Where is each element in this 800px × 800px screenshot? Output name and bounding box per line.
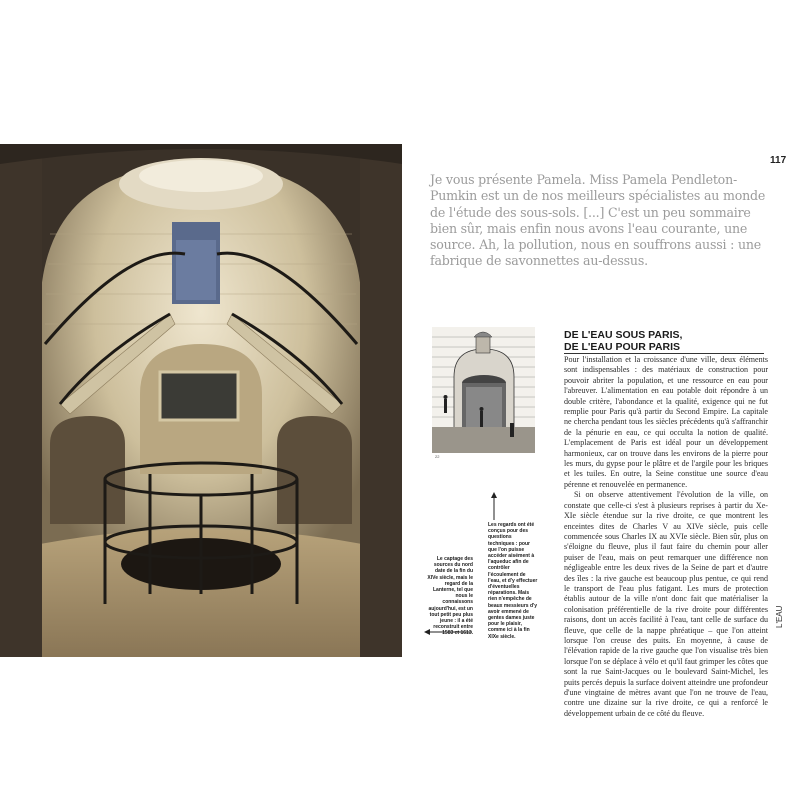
engraving-illustration bbox=[432, 327, 535, 453]
engraving-caption: Les regards ont été conçus pour des questions techniques : pour que l'on puisse accéder aisément à l'aqueduc afin de contrôler l'écoulement de l'eau, et d'y effectuer d'éventuelles réparations. Mais rien n'empêche de beaux messieurs d'y avoir emmené de gentes dames juste pour le plaisir, comme ici à la fin XIXe siècle. bbox=[488, 522, 538, 640]
engraving-label: 22 bbox=[435, 454, 440, 459]
body-paragraph: Si on observe attentivement l'évolution de la ville, on constate que celle-ci s'est à plusieurs reprises à partir du Xe-XIe siècle étendue sur la rive droite, ce que montrent les enceintes dites de Charles V au XIVe siècle, puis celle commencée sous Charles IX au XVIe siècle. Bien sûr, plus on s'éloigne du fleuve, plus il faut faire du chemin pour aller puiser de l'eau, mais on peut remarquer une différence non négligeable entre les deux rives de la Seine de part et d'autre des îles : la rive gauche est beaucoup plus pentue, ce qui rend le transport de l'eau plus fatigant. Les murs de protection établis autour de la ville n'ont donc fait que matérialiser la colonisation préférentielle de la rive droite pour différentes raisons, dont un accès facilité à l'eau, tant celle de surface du fleuve, que celle de la nappe phréatique – que l'on atteint lorsque l'on creuse des puits. En moyenne, à cause de l'élévation rapide de la rive gauche que l'on visualise très bien lorsque l'on se déplace à vélo et qu'il faut grimper les côtes que sont la rue Saint-Jacques ou le boulevard Saint-Michel, les puits percés depuis la surface doivent atteindre une profondeur d'une vingtaine de mètres avant que l'on ne trouve de l'eau, contre une dizaine sur la rive droite, ce qui a renforcé le développement urbain de ce côté du fleuve. bbox=[564, 490, 768, 718]
intro-quote bbox=[430, 172, 766, 270]
left-arrow-icon bbox=[424, 628, 474, 636]
body-paragraph: Pour l'installation et la croissance d'une ville, deux éléments sont indispensables : des matériaux de construction pour pouvoir abriter la population, et une ressource en eau pour l'abreuver. L'alimentation en eau potable doit répondre à un double critère, l'abondance et la qualité, exigence qui ne fut remplie pour Paris qu'à partir du Second Empire. La capitale ne chercha pendant tous les siècles précédents qu'à s'affranchir de la pénurie en eau, ce qui occulta la notion de qualité. L'emplacement de Paris est idéal pour un développement harmonieux, car on trouve dans les environs de la pierre pour les murs, du gypse pour le plâtre et de l'argile pour les briques et les tuiles. En outre, la Seine constitue une source d'eau pérenne et renouvelée en permanence. bbox=[564, 355, 768, 489]
photo-caption-left: Le captage des sources du nord date de la fin du XIVe siècle, mais le regard de la Lanterne, tel que nous le connaissons aujourd'hui, est un tout petit peu plus jeune : il a été reconstruit entre 1583 et 1613. bbox=[427, 556, 473, 637]
section-body bbox=[564, 355, 768, 719]
underground-vault-photo bbox=[0, 144, 402, 657]
section-title-line2: DE L'EAU POUR PARIS bbox=[564, 340, 681, 353]
section-title bbox=[564, 330, 764, 353]
title-divider bbox=[564, 353, 764, 354]
up-arrow-icon bbox=[490, 492, 498, 520]
intro-quote-text: Je vous présente Pamela. Miss Pamela Pendleton-Pumkin est un de nos meilleurs spécialistes au monde de l'étude des sous-sols. [...] C'est un peu sommaire bien sûr, mais enfin nous avons l'eau courante, une source. Ah, la pollution, nous en souffrons aussi : une fabrique de savonnettes au-dessus. bbox=[430, 172, 766, 269]
section-title-line1: DE L'EAU SOUS PARIS, bbox=[564, 329, 683, 341]
chapter-side-label: L'EAU bbox=[775, 605, 784, 628]
page-number: 117 bbox=[770, 155, 787, 166]
